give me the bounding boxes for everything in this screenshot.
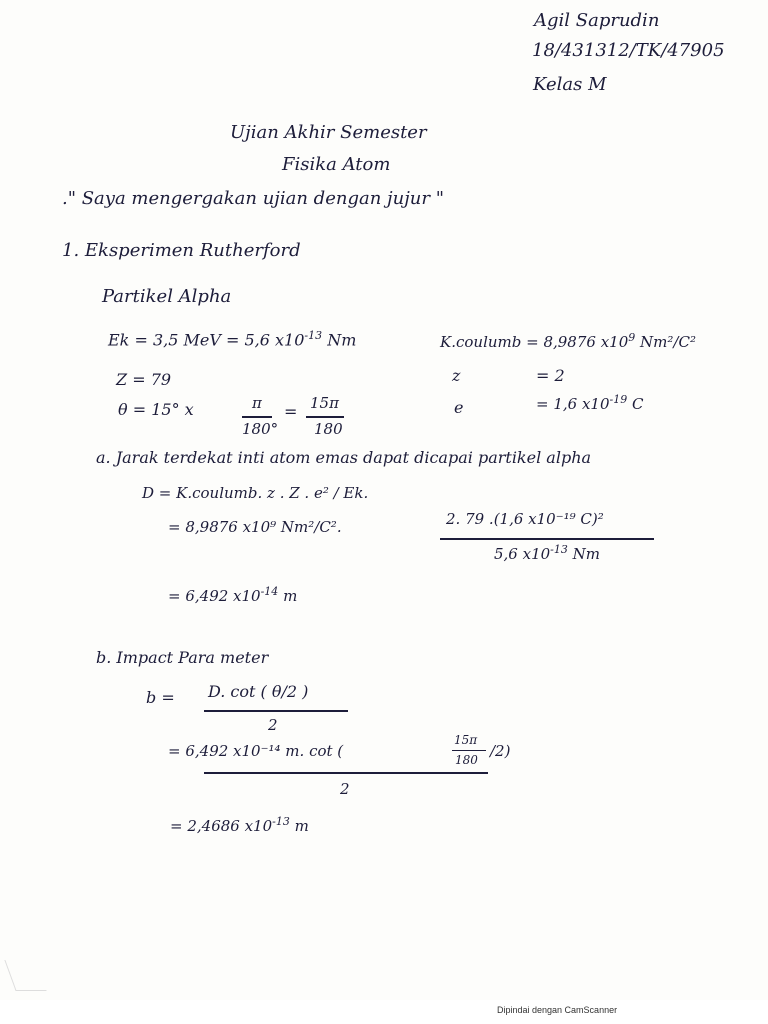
scanner-footer [0, 1000, 768, 1024]
coulomb-constant-value: K.coulumb = 8,9876 x10 [440, 333, 629, 351]
fraction-bar [452, 750, 486, 751]
equals-sign: = [284, 402, 298, 421]
fraction-bar [306, 416, 344, 418]
impact-parameter-lhs: b = [146, 688, 175, 707]
impact-parameter-formula: D. cot ( θ/2 ) [208, 682, 309, 701]
denominator-substitution [494, 544, 600, 562]
divisor-two: 2 [268, 716, 278, 734]
student-nim: 18/431312/TK/47905 [532, 40, 725, 61]
elementary-charge-symbol: e [454, 398, 464, 417]
impact-parameter-value: = 2,4686 x10 [170, 817, 273, 835]
closest-distance-formula: D = K.coulumb. z . Z . e² / Ek. [142, 484, 369, 502]
kinetic-energy [108, 330, 356, 348]
exam-title: Ujian Akhir Semester [230, 122, 427, 143]
denominator-unit: Nm [572, 545, 601, 563]
scanner-watermark: Dipindai dengan CamScanner [497, 1005, 618, 1015]
closest-distance-result [168, 586, 297, 604]
honesty-statement: ." Saya mengergakan ujian dengan jujur " [62, 188, 444, 209]
atomic-number-gold: Z = 79 [116, 370, 172, 389]
impact-parameter-exponent: -13 [272, 815, 290, 828]
denominator-exponent: -13 [550, 543, 568, 556]
impact-parameter-result [170, 816, 309, 834]
divisor-two: 2 [340, 780, 350, 798]
impact-substitution: = 6,492 x10⁻¹⁴ m. cot ( [168, 742, 344, 760]
fraction-bar [204, 710, 348, 712]
deg-denominator: 180° [242, 420, 279, 438]
student-name: Agil Saprudin [534, 10, 660, 31]
coulomb-constant-unit: Nm²/C² [640, 333, 696, 351]
alpha-charge-symbol: z [452, 366, 461, 385]
pi15-numerator: 15π [310, 394, 339, 412]
impact-parameter-unit: m [294, 817, 309, 835]
elementary-charge-exponent: -19 [609, 393, 628, 406]
closest-distance-unit: m [283, 587, 298, 605]
impact-substitution-tail: /2) [490, 742, 511, 760]
n180-denominator: 180 [314, 420, 343, 438]
elementary-charge-value: = 1,6 x10 [536, 395, 610, 413]
coulomb-constant [440, 332, 696, 350]
elementary-charge-unit: C [632, 395, 644, 413]
paper-corner-fold [4, 960, 46, 991]
coulomb-constant-exponent: 9 [628, 331, 636, 344]
coulomb-substitution: = 8,9876 x10⁹ Nm²/C². [168, 518, 342, 536]
elementary-charge [536, 394, 644, 412]
denominator-value: 5,6 x10 [494, 545, 551, 563]
numerator-substitution: 2. 79 .(1,6 x10⁻¹⁹ C)² [446, 510, 604, 528]
question-1-heading: 1. Eksperimen Rutherford [62, 240, 301, 261]
part-a-heading: a. Jarak terdekat inti atom emas dapat dicapai partikel alpha [96, 448, 592, 467]
closest-distance-value: = 6,492 x10 [168, 587, 261, 605]
class-label: Kelas M [533, 74, 607, 95]
closest-distance-exponent: -14 [260, 585, 279, 598]
kinetic-energy-exponent: -13 [304, 329, 323, 342]
kinetic-energy-value: Ek = 3,5 MeV = 5,6 x10 [108, 330, 305, 350]
part-b-heading: b. Impact Para meter [96, 648, 269, 667]
alpha-particle-label: Partikel Alpha [102, 286, 232, 307]
fraction-bar [242, 416, 272, 418]
angle-frac-bottom: 180 [455, 753, 478, 767]
fraction-bar [204, 772, 488, 774]
pi-numerator: π [252, 394, 262, 412]
subject-title: Fisika Atom [282, 154, 391, 175]
fraction-bar [440, 538, 654, 540]
alpha-charge-value: = 2 [536, 366, 565, 385]
kinetic-energy-unit: Nm [327, 330, 357, 350]
angle-frac-top: 15π [454, 733, 478, 747]
scattering-angle: θ = 15° x [118, 400, 194, 419]
